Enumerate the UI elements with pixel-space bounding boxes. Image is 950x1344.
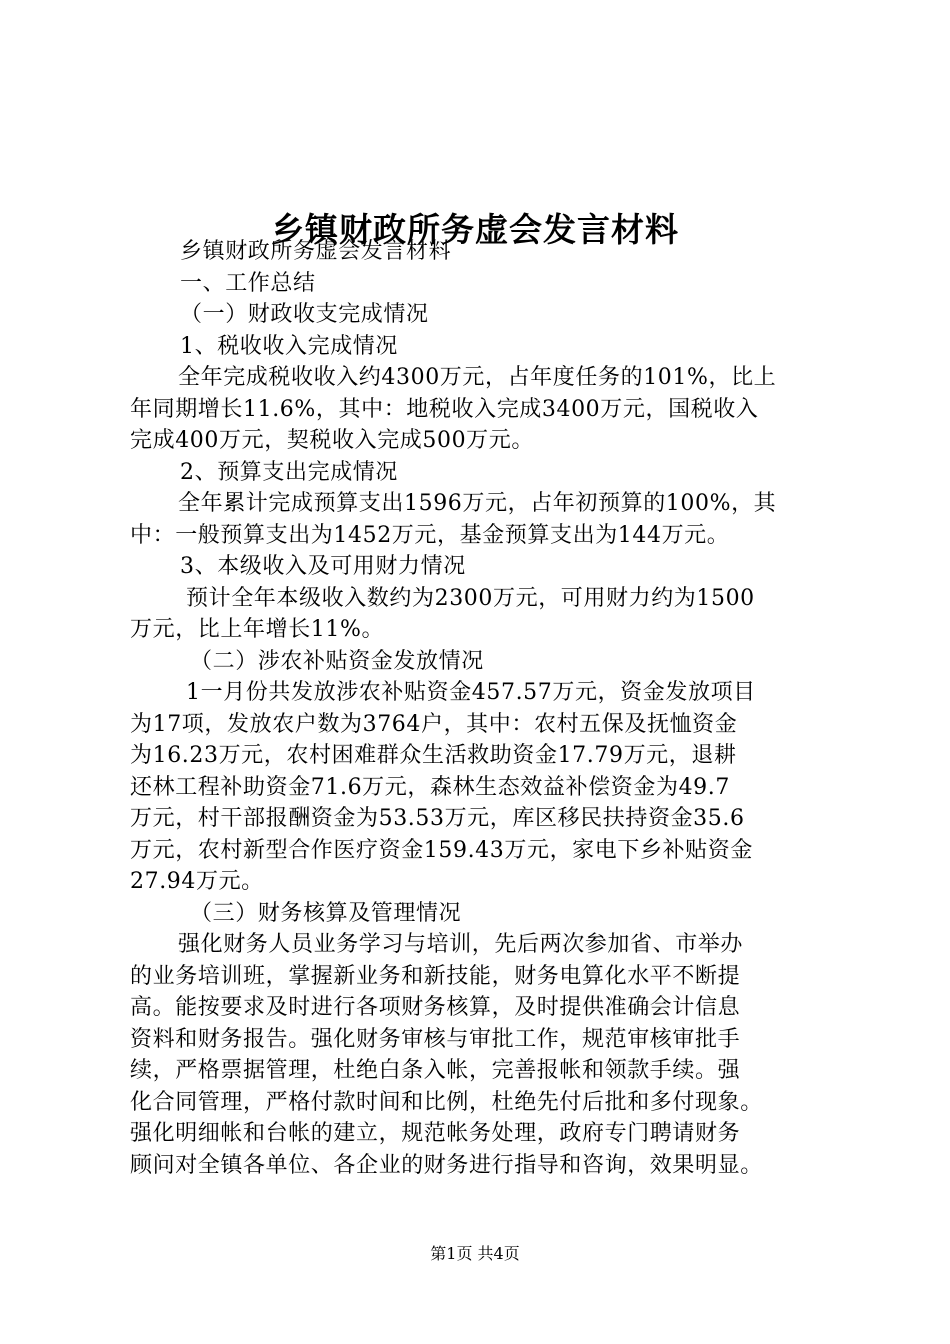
text-line: 27.94万元。: [130, 869, 264, 894]
text-line: 一、工作总结: [180, 270, 316, 296]
text-line: 的业务培训班，掌握新业务和新技能，财务电算化水平不断提: [130, 963, 741, 989]
text-line: 1、税收收入完成情况: [180, 333, 398, 359]
text-line: 为16.23万元，农村困难群众生活救助资金17.79万元，退耕: [130, 743, 737, 768]
text-line: 续，严格票据管理，杜绝白条入帐，完善报帐和领款手续。强: [130, 1058, 741, 1083]
text-line: 高。能按要求及时进行各项财务核算，及时提供准确会计信息: [130, 995, 741, 1020]
text-line: 化合同管理，严格付款时间和比例，杜绝先付后批和多付现象。: [130, 1089, 763, 1115]
text-line: 1一月份共发放涉农补贴资金457.57万元，资金发放项目: [186, 680, 756, 705]
text-line: 年同期增长11.6%，其中：地税收入完成3400万元，国税收入: [130, 396, 759, 422]
text-line: 强化明细帐和台帐的建立，规范帐务处理，政府专门聘请财务: [130, 1121, 741, 1146]
text-line: 乡镇财政所务虚会发言材料: [180, 239, 452, 264]
text-line: 强化财务人员业务学习与培训，先后两次参加省、市举办: [178, 932, 744, 957]
text-line: 全年完成税收收入约4300万元，占年度任务的101%，比上: [178, 365, 777, 390]
text-line: 万元，比上年增长11%。: [130, 617, 385, 642]
text-line: 3、本级收入及可用财力情况: [180, 554, 466, 579]
text-line: （三）财务核算及管理情况: [190, 900, 462, 926]
page-title: 乡镇财政所务虚会发言材料: [271, 210, 679, 250]
text-line: 还林工程补助资金71.6万元，森林生态效益补偿资金为49.7: [130, 774, 730, 800]
text-line: 为17项，发放农户数为3764户，其中：农村五保及抚恤资金: [130, 711, 738, 737]
text-line: 资料和财务报告。强化财务审核与审批工作，规范审核审批手: [130, 1026, 741, 1052]
text-line: 预计全年本级收入数约为2300万元，可用财力约为1500: [186, 585, 755, 611]
text-line: 2、预算支出完成情况: [180, 459, 398, 485]
text-line: （二）涉农补贴资金发放情况: [190, 648, 484, 674]
page-footer: 第1页 共4页: [430, 1244, 520, 1263]
text-line: 完成400万元，契税收入完成500万元。: [130, 428, 534, 453]
text-line: 万元，村干部报酬资金为53.53万元，库区移民扶持资金35.6: [130, 806, 745, 831]
text-line: 全年累计完成预算支出1596万元，占年初预算的100%，其: [178, 491, 777, 516]
text-line: 万元，农村新型合作医疗资金159.43万元，家电下乡补贴资金: [130, 837, 753, 863]
text-line: 顾问对全镇各单位、各企业的财务进行指导和咨询，效果明显。: [130, 1152, 763, 1178]
document-body: [130, 236, 830, 1181]
text-line: 中：一般预算支出为1452万元，基金预算支出为144万元。: [130, 522, 730, 548]
text-line: （一）财政收支完成情况: [180, 302, 429, 327]
